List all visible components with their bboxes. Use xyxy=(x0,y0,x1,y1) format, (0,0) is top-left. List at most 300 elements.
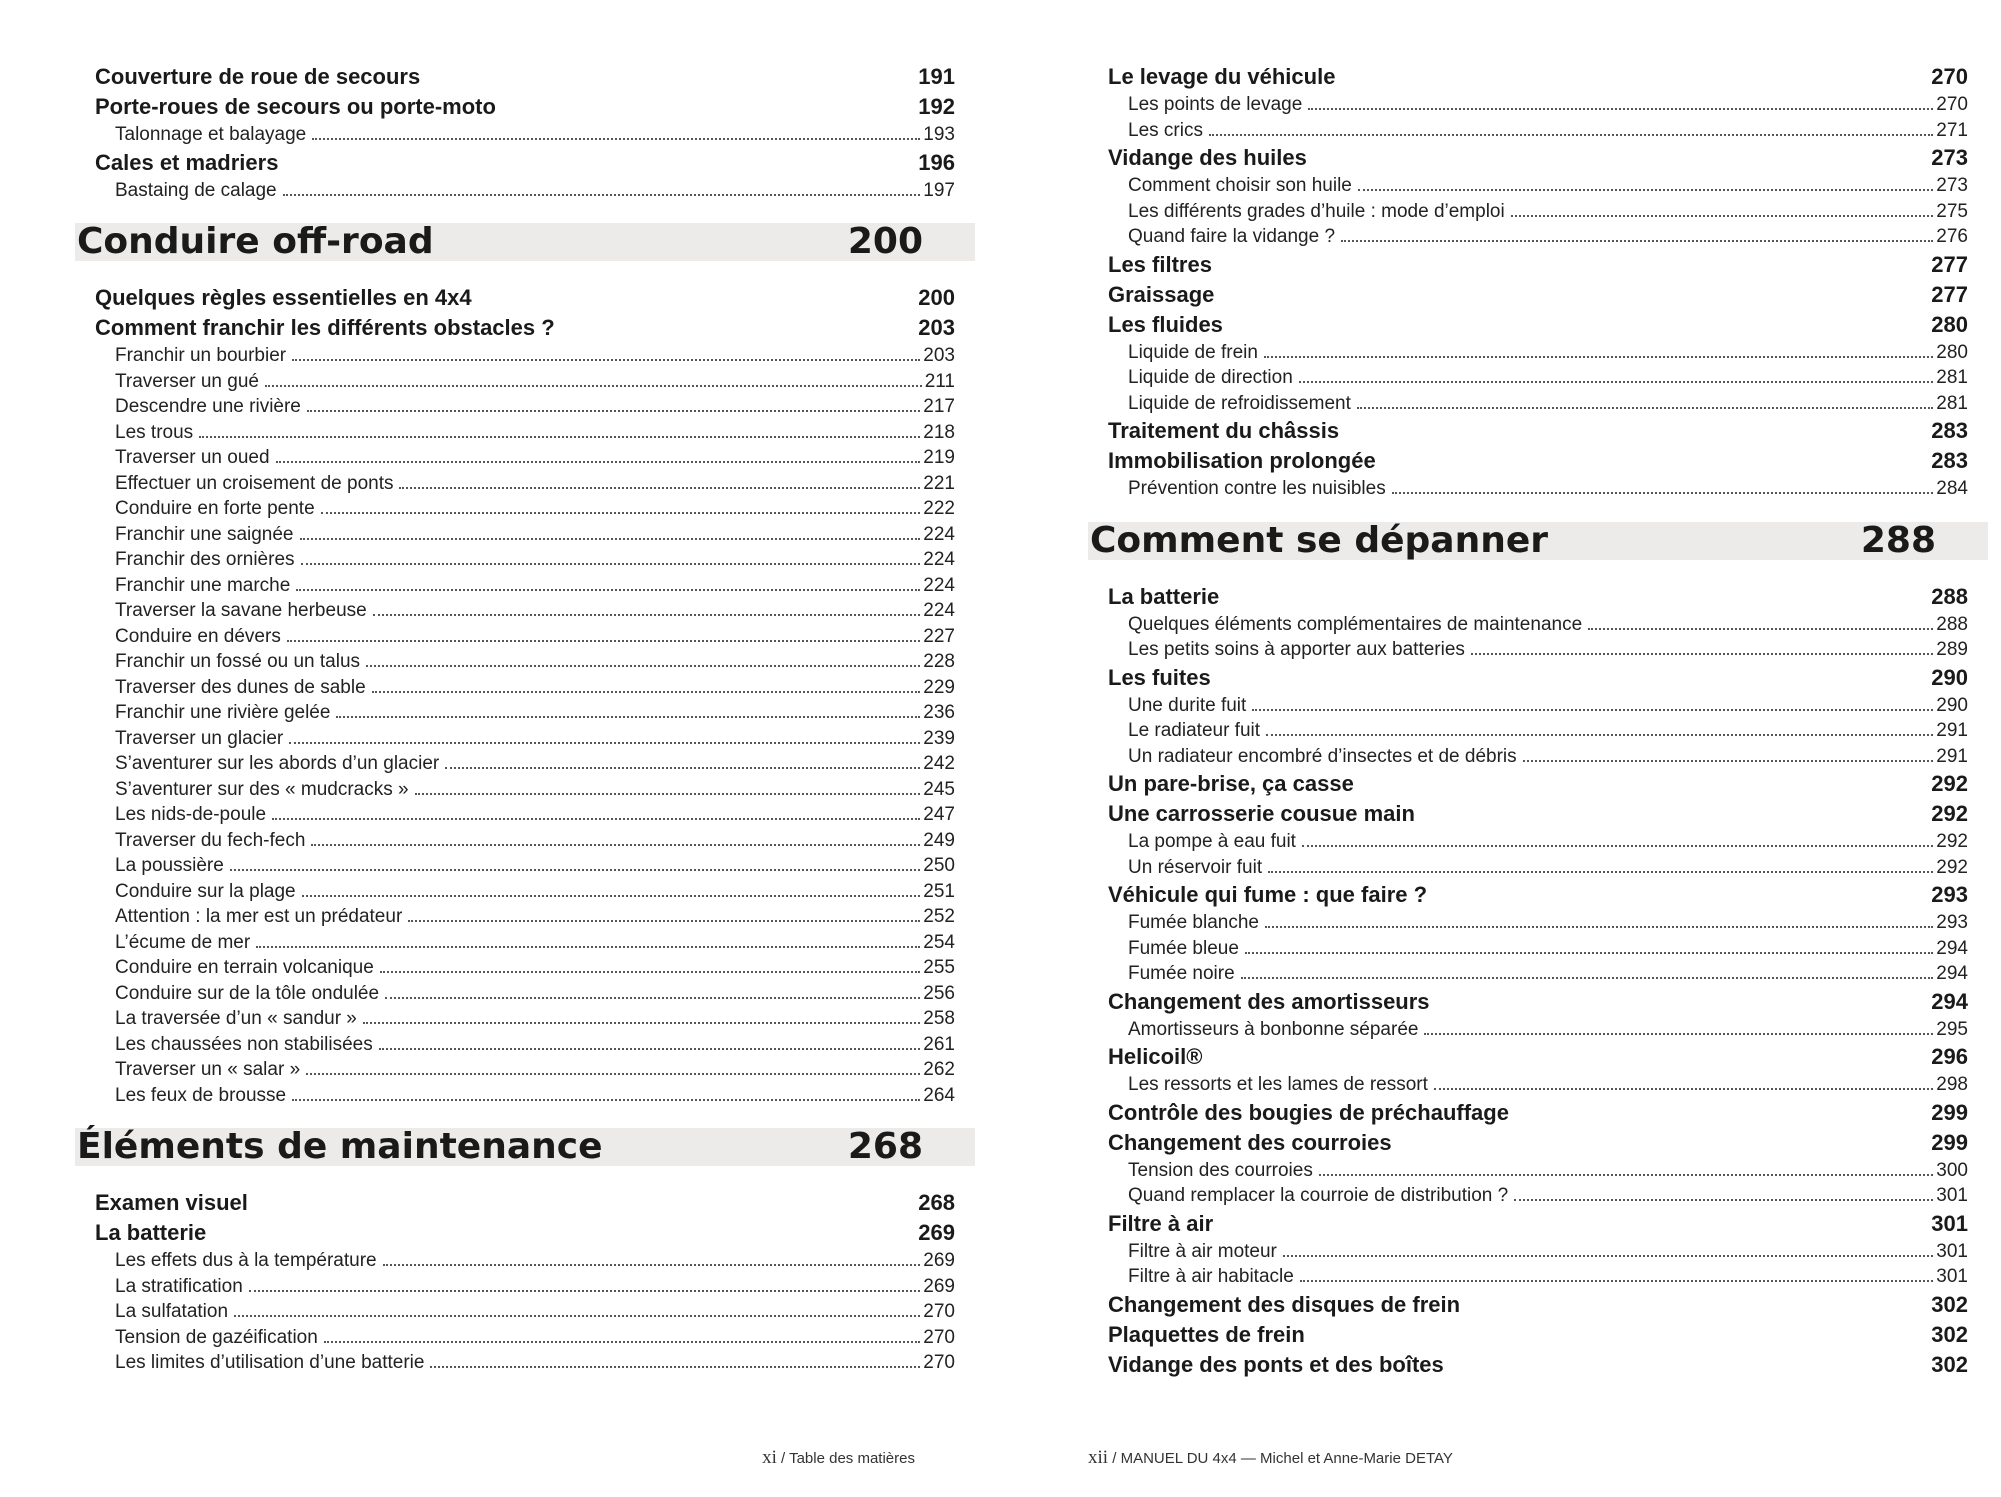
dot-leader xyxy=(399,486,920,489)
toc-entry xyxy=(1108,769,1968,799)
dot-leader xyxy=(256,945,920,948)
section-heading-label: Éléments de maintenance xyxy=(77,1126,603,1167)
toc-subentry-page-number: 294 xyxy=(1936,937,1968,959)
toc-subentry xyxy=(1128,1239,1968,1265)
toc-subentry xyxy=(115,853,955,879)
toc-entry-page-number: 302 xyxy=(1931,1351,1968,1377)
toc-entry-page-number: 302 xyxy=(1931,1291,1968,1317)
toc-entry-label: Cales et madriers xyxy=(95,149,279,175)
toc-subentry xyxy=(1128,1183,1968,1209)
toc-subentry-page-number: 288 xyxy=(1936,613,1968,635)
toc-subentry xyxy=(115,649,955,675)
toc-subentry-label: Attention : la mer est un prédateur xyxy=(115,906,403,927)
dot-leader xyxy=(311,843,920,846)
toc-subentry-label: Les petits soins à apporter aux batteries xyxy=(1128,639,1465,660)
toc-subentry xyxy=(115,700,955,726)
toc-subentry xyxy=(115,1350,955,1376)
toc-subentry-page-number: 224 xyxy=(923,574,955,596)
toc-subentry-label: Comment choisir son huile xyxy=(1128,175,1352,196)
toc-entry xyxy=(1108,1209,1968,1239)
section-heading-page-number: 288 xyxy=(1860,519,1936,561)
dot-leader xyxy=(1283,1254,1933,1257)
dot-leader xyxy=(302,894,921,897)
toc-subentry-page-number: 203 xyxy=(923,345,955,366)
toc-entry-label: Le levage du véhicule xyxy=(1108,64,1336,89)
toc-subentry-label: Les ressorts et les lames de ressort xyxy=(1128,1074,1428,1095)
dot-leader xyxy=(1268,870,1933,873)
toc-entry-label: Les fluides xyxy=(1108,311,1223,337)
toc-subentry-page-number: 251 xyxy=(923,880,955,902)
toc-subentry-page-number: 262 xyxy=(923,1059,955,1080)
dot-leader xyxy=(292,358,920,361)
toc-entry-page-number: 269 xyxy=(918,1220,955,1245)
toc-entry-page-number: 299 xyxy=(1931,1099,1968,1125)
toc-subentry xyxy=(1128,173,1968,199)
toc-subentry-page-number: 273 xyxy=(1936,175,1968,196)
toc-subentry-label: Conduire en forte pente xyxy=(115,498,315,519)
toc-entry-page-number: 296 xyxy=(1931,1044,1968,1069)
toc-entry-page-number: 277 xyxy=(1931,251,1968,277)
toc-subentry-label: La pompe à eau fuit xyxy=(1128,831,1296,852)
toc-subentry xyxy=(115,547,955,573)
toc-entry-label: La batterie xyxy=(95,1220,207,1245)
dot-leader xyxy=(1341,239,1933,242)
toc-subentry-label: La sulfatation xyxy=(115,1301,229,1322)
toc-entry-label: Les filtres xyxy=(1108,251,1212,277)
toc-entry-page-number: 277 xyxy=(1931,281,1968,307)
section-heading xyxy=(1088,519,1988,561)
toc-subentry-page-number: 276 xyxy=(1936,226,1968,247)
toc-subentry xyxy=(115,1006,955,1032)
toc-subentry xyxy=(115,955,955,981)
toc-subentry xyxy=(1128,92,1968,118)
section-heading xyxy=(75,223,975,261)
toc-subentry xyxy=(115,930,955,956)
toc-subentry-label: Liquide de frein xyxy=(1128,341,1258,363)
toc-subentry xyxy=(115,1299,955,1325)
toc-subentry xyxy=(1128,1017,1968,1043)
toc-entry-label: Changement des disques de frein xyxy=(1108,1291,1461,1317)
toc-subentry-label: La stratification xyxy=(115,1275,243,1297)
dot-leader xyxy=(234,1314,920,1317)
dot-leader xyxy=(312,137,920,140)
toc-subentry-page-number: 247 xyxy=(923,804,955,825)
toc-subentry-page-number: 292 xyxy=(1936,831,1968,852)
footer-page-number: xi xyxy=(762,1447,777,1468)
toc-entry-label: Vidange des ponts et des boîtes xyxy=(1108,1351,1444,1377)
toc-entry-label: Helicoil® xyxy=(1108,1044,1203,1069)
dot-leader xyxy=(301,562,921,565)
toc-entry-label: Une carrosserie cousue main xyxy=(1108,801,1415,826)
toc-subentry-page-number: 300 xyxy=(1936,1159,1968,1181)
toc-subentry xyxy=(115,178,955,204)
toc-subentry xyxy=(115,624,955,650)
dot-leader xyxy=(306,1072,920,1075)
toc-subentry-page-number: 221 xyxy=(923,472,955,494)
toc-subentry-label: La poussière xyxy=(115,855,224,876)
toc-subentry xyxy=(115,343,955,369)
dot-leader xyxy=(408,919,920,922)
toc-entry xyxy=(1108,799,1968,829)
toc-entry-page-number: 292 xyxy=(1931,801,1968,826)
toc-subentry-page-number: 250 xyxy=(923,855,955,876)
toc-entry-page-number: 196 xyxy=(918,149,955,175)
toc-subentry-page-number: 228 xyxy=(923,651,955,672)
dot-leader xyxy=(1299,380,1934,383)
toc-entry xyxy=(95,62,955,92)
toc-subentry-page-number: 224 xyxy=(923,549,955,570)
toc-subentry xyxy=(1128,199,1968,225)
toc-subentry xyxy=(1128,829,1968,855)
toc-subentry-page-number: 280 xyxy=(1936,341,1968,363)
toc-subentry-label: Conduire sur de la tôle ondulée xyxy=(115,982,380,1004)
toc-entry xyxy=(1108,1128,1968,1158)
toc-subentry xyxy=(1128,1158,1968,1184)
toc-subentry-page-number: 219 xyxy=(923,447,955,468)
toc-subentry xyxy=(1128,1072,1968,1098)
toc-subentry-page-number: 197 xyxy=(923,179,955,201)
toc-subentry xyxy=(115,445,955,471)
toc-subentry-page-number: 229 xyxy=(923,676,955,698)
toc-entry-label: Plaquettes de frein xyxy=(1108,1321,1305,1347)
toc-entry xyxy=(1108,1098,1968,1128)
toc-entry-page-number: 191 xyxy=(918,64,955,89)
toc-entry-page-number: 270 xyxy=(1931,64,1968,89)
toc-subentry-page-number: 236 xyxy=(923,702,955,723)
dot-leader xyxy=(1319,1173,1933,1176)
toc-subentry-label: Traverser du fech-fech xyxy=(115,829,306,851)
toc-subentry-label: Les feux de brousse xyxy=(115,1084,287,1106)
toc-subentry xyxy=(115,828,955,854)
toc-subentry-label: Franchir une saignée xyxy=(115,523,294,545)
toc-subentry-label: Traverser un glacier xyxy=(115,727,284,749)
toc-subentry-page-number: 301 xyxy=(1936,1266,1968,1287)
toc-subentry-label: Conduire en terrain volcanique xyxy=(115,957,374,978)
toc-subentry-label: L’écume de mer xyxy=(115,931,251,953)
toc-subentry xyxy=(115,522,955,548)
toc-subentry-label: Traverser un « salar » xyxy=(115,1059,301,1080)
toc-subentry-label: Liquide de refroidissement xyxy=(1128,392,1351,414)
toc-entry-page-number: 293 xyxy=(1931,882,1968,907)
toc-entry xyxy=(1108,250,1968,280)
toc-subentry-label: Les chaussées non stabilisées xyxy=(115,1033,373,1055)
section-heading-label: Comment se dépanner xyxy=(1090,519,1549,561)
toc-subentry xyxy=(115,1325,955,1351)
toc-subentry-label: Quand faire la vidange ? xyxy=(1128,226,1336,247)
toc-entry xyxy=(1108,880,1968,910)
toc-subentry-label: Traverser la savane herbeuse xyxy=(115,600,367,621)
toc-entry-page-number: 299 xyxy=(1931,1129,1968,1155)
toc-subentry-page-number: 270 xyxy=(923,1301,955,1322)
toc-subentry xyxy=(1128,855,1968,881)
toc-subentry-label: Amortisseurs à bonbonne séparée xyxy=(1128,1018,1419,1040)
dot-leader xyxy=(1252,708,1933,711)
toc-entry-label: La batterie xyxy=(1108,583,1220,609)
toc-entry xyxy=(1108,416,1968,446)
toc-subentry xyxy=(1128,936,1968,962)
dot-leader xyxy=(373,613,921,616)
toc-subentry-label: Talonnage et balayage xyxy=(115,124,307,145)
dot-leader xyxy=(272,817,920,820)
section-heading xyxy=(75,1128,975,1166)
toc-subentry-page-number: 227 xyxy=(923,625,955,647)
toc-subentry xyxy=(115,420,955,446)
toc-subentry-label: Les effets dus à la température xyxy=(115,1250,377,1271)
toc-subentry-label: Tension de gazéification xyxy=(115,1326,318,1348)
section-heading-label: Conduire off-road xyxy=(77,221,434,262)
toc-subentry-label: Franchir une rivière gelée xyxy=(115,702,331,723)
toc-subentry-page-number: 293 xyxy=(1936,912,1968,933)
toc-subentry-label: La traversée d’un « sandur » xyxy=(115,1008,357,1029)
dot-leader xyxy=(199,435,920,438)
toc-subentry-page-number: 264 xyxy=(923,1084,955,1106)
dot-leader xyxy=(379,1047,921,1050)
toc-entry-label: Graissage xyxy=(1108,281,1215,307)
toc-subentry xyxy=(115,598,955,624)
toc-entry xyxy=(1108,582,1968,612)
toc-subentry-page-number: 291 xyxy=(1936,720,1968,741)
dot-leader xyxy=(1302,844,1933,847)
toc-subentry-page-number: 281 xyxy=(1936,367,1968,388)
toc-entry xyxy=(1108,143,1968,173)
toc-entry-label: Immobilisation prolongée xyxy=(1108,448,1376,473)
toc-subentry-page-number: 258 xyxy=(923,1008,955,1029)
toc-subentry-label: Quelques éléments complémentaires de maintenance xyxy=(1128,613,1583,635)
toc-subentry-label: S’aventurer sur les abords d’un glacier xyxy=(115,753,440,774)
dot-leader xyxy=(287,639,920,642)
dot-leader xyxy=(276,460,921,463)
toc-subentry xyxy=(115,471,955,497)
dot-leader xyxy=(249,1289,921,1292)
toc-subentry xyxy=(115,1032,955,1058)
toc-subentry-page-number: 295 xyxy=(1936,1018,1968,1040)
toc-entry-page-number: 302 xyxy=(1931,1321,1968,1347)
toc-subentry-label: Une durite fuit xyxy=(1128,694,1247,716)
toc-subentry-page-number: 289 xyxy=(1936,639,1968,660)
toc-subentry xyxy=(1128,391,1968,417)
toc-subentry xyxy=(115,394,955,420)
toc-subentry-label: Franchir un bourbier xyxy=(115,345,287,366)
toc-entry xyxy=(95,148,955,178)
toc-entry-page-number: 200 xyxy=(918,285,955,310)
toc-subentry-page-number: 298 xyxy=(1936,1074,1968,1095)
dot-leader xyxy=(1245,951,1933,954)
toc-subentry-label: Filtre à air moteur xyxy=(1128,1240,1277,1262)
toc-subentry-page-number: 270 xyxy=(923,1326,955,1348)
toc-subentry-page-number: 281 xyxy=(1936,392,1968,414)
toc-subentry-page-number: 193 xyxy=(923,124,955,145)
toc-subentry-page-number: 249 xyxy=(923,829,955,851)
toc-subentry-label: Les trous xyxy=(115,421,194,443)
toc-subentry-page-number: 291 xyxy=(1936,745,1968,767)
toc-subentry xyxy=(115,1057,955,1083)
dot-leader xyxy=(1392,491,1934,494)
footer-page-number: xii xyxy=(1088,1447,1109,1468)
toc-subentry-label: Conduire sur la plage xyxy=(115,880,296,902)
dot-leader xyxy=(1588,627,1933,630)
toc-entry xyxy=(1108,62,1968,92)
toc-subentry-label: Traverser un oued xyxy=(115,447,270,468)
toc-entry-label: Véhicule qui fume : que faire ? xyxy=(1108,882,1428,907)
dot-leader xyxy=(1424,1032,1933,1035)
dot-leader xyxy=(230,868,921,871)
toc-subentry-label: Les nids-de-poule xyxy=(115,804,267,825)
footer-separator: / xyxy=(1112,1450,1117,1467)
toc-subentry-page-number: 224 xyxy=(923,523,955,545)
toc-entry-label: Porte-roues de secours ou porte-moto xyxy=(95,94,496,119)
toc-entry xyxy=(1108,280,1968,310)
dot-leader xyxy=(1358,188,1933,191)
toc-subentry-label: S’aventurer sur des « mudcracks » xyxy=(115,778,409,800)
dot-leader xyxy=(366,664,920,667)
toc-subentry xyxy=(1128,744,1968,770)
toc-subentry-label: Un radiateur encombré d’insectes et de débris xyxy=(1128,745,1517,767)
toc-subentry xyxy=(115,726,955,752)
toc-entry xyxy=(1108,663,1968,693)
dot-leader xyxy=(1209,133,1933,136)
dot-leader xyxy=(1264,355,1933,358)
toc-subentry-page-number: 242 xyxy=(923,753,955,774)
toc-subentry xyxy=(1128,693,1968,719)
toc-entry-label: Filtre à air xyxy=(1108,1210,1214,1236)
dot-leader xyxy=(265,384,922,387)
toc-entry-page-number: 203 xyxy=(918,315,955,340)
dot-leader xyxy=(296,588,920,591)
toc-entry xyxy=(95,1188,955,1218)
toc-subentry-label: Franchir des ornières xyxy=(115,549,295,570)
toc-entry xyxy=(1108,446,1968,476)
dot-leader xyxy=(380,970,921,973)
dot-leader xyxy=(292,1098,920,1101)
toc-subentry-label: Franchir une marche xyxy=(115,574,291,596)
toc-entry-page-number: 192 xyxy=(918,94,955,119)
toc-right-column xyxy=(1088,62,1988,1380)
dot-leader xyxy=(1357,406,1933,409)
footer-separator: / xyxy=(781,1450,786,1467)
dot-leader xyxy=(1265,925,1933,928)
dot-leader xyxy=(385,996,920,999)
dot-leader xyxy=(283,193,921,196)
dot-leader xyxy=(336,715,920,718)
dot-leader xyxy=(1511,214,1934,217)
toc-subentry-label: Les crics xyxy=(1128,119,1203,141)
toc-entry xyxy=(1108,310,1968,340)
toc-subentry xyxy=(115,751,955,777)
toc-entry-label: Comment franchir les différents obstacles ? xyxy=(95,315,555,340)
left-page xyxy=(75,0,975,1497)
toc-subentry-page-number: 284 xyxy=(1936,478,1968,499)
dot-leader xyxy=(307,409,920,412)
dot-leader xyxy=(300,537,921,540)
section-heading-page-number: 200 xyxy=(847,221,923,262)
toc-entry xyxy=(1108,987,1968,1017)
toc-subentry xyxy=(1128,910,1968,936)
toc-subentry-label: Descendre une rivière xyxy=(115,396,301,417)
dot-leader xyxy=(415,792,921,795)
toc-subentry xyxy=(1128,718,1968,744)
toc-entry-label: Un pare-brise, ça casse xyxy=(1108,771,1354,796)
toc-entry xyxy=(95,92,955,122)
toc-subentry-page-number: 269 xyxy=(923,1250,955,1271)
toc-subentry xyxy=(115,369,955,395)
dot-leader xyxy=(1266,733,1933,736)
toc-subentry-page-number: 294 xyxy=(1936,963,1968,984)
toc-subentry-page-number: 222 xyxy=(923,498,955,519)
dot-leader xyxy=(321,511,921,514)
toc-entry-label: Examen visuel xyxy=(95,1190,248,1215)
toc-entry xyxy=(1108,1042,1968,1072)
dot-leader xyxy=(1300,1279,1934,1282)
page-footer-right xyxy=(1088,1447,1453,1469)
toc-subentry xyxy=(115,496,955,522)
toc-left-column xyxy=(75,62,975,1376)
toc-entry-page-number: 294 xyxy=(1931,988,1968,1014)
toc-entry xyxy=(1108,1320,1968,1350)
toc-subentry-label: Traverser des dunes de sable xyxy=(115,676,366,698)
toc-subentry xyxy=(1128,1264,1968,1290)
toc-subentry-label: Fumée noire xyxy=(1128,963,1235,984)
toc-entry-page-number: 280 xyxy=(1931,311,1968,337)
toc-subentry xyxy=(115,1083,955,1109)
toc-subentry-page-number: 245 xyxy=(923,778,955,800)
toc-subentry-page-number: 292 xyxy=(1936,856,1968,878)
toc-subentry xyxy=(1128,365,1968,391)
toc-subentry-label: Fumée bleue xyxy=(1128,937,1239,959)
toc-subentry-label: Un réservoir fuit xyxy=(1128,856,1263,878)
toc-subentry-page-number: 239 xyxy=(923,727,955,749)
dot-leader xyxy=(445,766,920,769)
toc-subentry xyxy=(115,981,955,1007)
toc-entry xyxy=(95,1218,955,1248)
toc-subentry-label: Les points de levage xyxy=(1128,94,1303,115)
footer-title: Table des matières xyxy=(789,1450,915,1467)
toc-entry-label: Vidange des huiles xyxy=(1108,145,1307,170)
toc-subentry-page-number: 269 xyxy=(923,1275,955,1297)
toc-subentry xyxy=(115,777,955,803)
toc-subentry xyxy=(115,802,955,828)
toc-subentry xyxy=(1128,961,1968,987)
toc-subentry-page-number: 271 xyxy=(1936,119,1968,141)
toc-subentry-label: Le radiateur fuit xyxy=(1128,720,1261,741)
toc-subentry-page-number: 301 xyxy=(1936,1240,1968,1262)
dot-leader xyxy=(430,1365,920,1368)
page-footer-left xyxy=(75,1447,975,1469)
toc-subentry-label: Bastaing de calage xyxy=(115,179,277,201)
dot-leader xyxy=(324,1340,920,1343)
toc-subentry-page-number: 290 xyxy=(1936,694,1968,716)
toc-entry xyxy=(95,283,955,313)
toc-subentry-page-number: 256 xyxy=(923,982,955,1004)
toc-subentry xyxy=(1128,476,1968,502)
toc-subentry-page-number: 261 xyxy=(923,1033,955,1055)
dot-leader xyxy=(1514,1198,1933,1201)
dot-leader xyxy=(289,741,920,744)
toc-entry xyxy=(1108,1290,1968,1320)
toc-subentry xyxy=(115,904,955,930)
toc-subentry-label: Les limites d’utilisation d’une batterie xyxy=(115,1352,425,1373)
toc-entry-label: Couverture de roue de secours xyxy=(95,64,421,89)
toc-subentry-page-number: 224 xyxy=(923,600,955,621)
toc-subentry-page-number: 254 xyxy=(923,931,955,953)
toc-subentry-label: Franchir un fossé ou un talus xyxy=(115,651,361,672)
toc-subentry-label: Prévention contre les nuisibles xyxy=(1128,478,1386,499)
toc-subentry xyxy=(115,879,955,905)
dot-leader xyxy=(383,1263,921,1266)
toc-entry-label: Contrôle des bougies de préchauffage xyxy=(1108,1099,1509,1125)
dot-leader xyxy=(1434,1087,1933,1090)
toc-entry-page-number: 273 xyxy=(1931,145,1968,170)
toc-subentry-label: Les différents grades d’huile : mode d’emploi xyxy=(1128,200,1505,222)
